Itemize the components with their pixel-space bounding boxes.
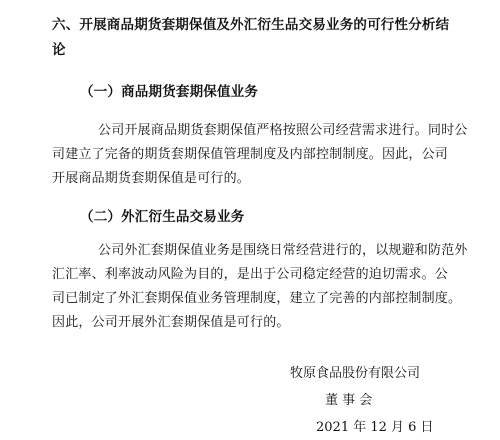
paragraph-line: 公司外汇套期保值业务是围绕日常经营进行的，以规避和防范外 (98, 243, 468, 258)
section-title-line-1: 六、开展商品期货套期保值及外汇衍生品交易业务的可行性分析结 (52, 17, 450, 33)
signature-board: 董 事 会 (325, 393, 373, 408)
signature-company: 牧原食品股份有限公司 (290, 366, 421, 381)
signature-date: 2021 年 12 月 6 日 (316, 420, 434, 435)
paragraph-line: 汇汇率、利率波动风险为目的，是出于公司稳定经营的迫切需求。公 (52, 267, 449, 282)
paragraph-line: 开展商品期货套期保值是可行的。 (52, 171, 251, 186)
paragraph-line: 因此，公司开展外汇套期保值是可行的。 (52, 315, 290, 330)
paragraph-line: 司建立了完备的期货套期保值管理制度及内部控制制度。因此，公司 (52, 147, 449, 162)
paragraph-line: 公司开展商品期货套期保值严格按照公司经营需求进行。同时公 (98, 123, 468, 138)
paragraph-line: 司已制定了外汇套期保值业务管理制度，建立了完善的内部控制制度。 (52, 291, 462, 306)
subsection-heading-commodity: （一）商品期货套期保值业务 (80, 84, 259, 100)
section-title-line-2: 论 (52, 42, 66, 58)
subsection-heading-forex: （二）外汇衍生品交易业务 (80, 209, 245, 225)
